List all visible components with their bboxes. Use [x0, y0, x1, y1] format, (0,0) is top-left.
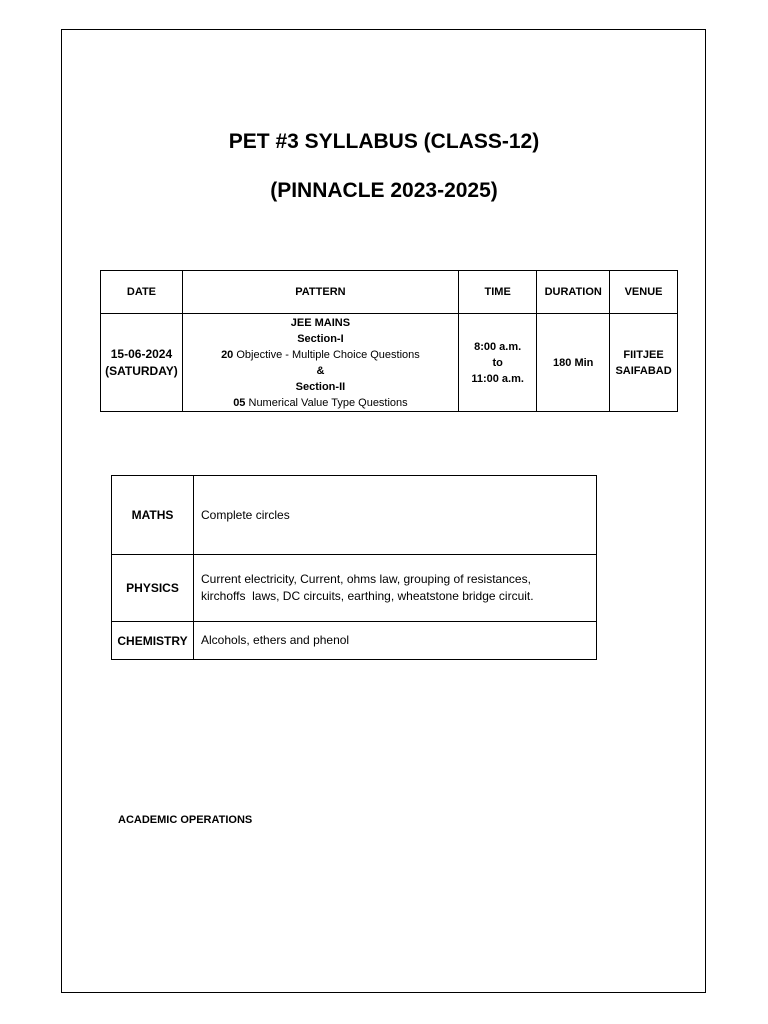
topics-maths: Complete circles [194, 476, 597, 555]
exam-duration: 180 Min [537, 314, 610, 412]
exam-table-row [101, 314, 678, 412]
topics-physics [194, 555, 597, 622]
syllabus-row-chemistry [112, 622, 597, 660]
section-1-label: Section-I [297, 332, 344, 345]
venue-line-2: SAIFABAD [615, 364, 672, 377]
section-2-count: 05 [233, 396, 246, 409]
time-to: to [492, 356, 503, 369]
footer-signature: ACADEMIC OPERATIONS [118, 814, 253, 826]
section-1-desc: Objective - Multiple Choice Questions [233, 348, 420, 361]
venue-line-1: FIITJEE [623, 348, 664, 361]
page-subtitle: (PINNACLE 2023-2025) [270, 179, 498, 202]
page-title: PET #3 SYLLABUS (CLASS-12) [228, 130, 540, 153]
topics-chemistry: Alcohols, ethers and phenol [194, 622, 597, 660]
exam-table-header-row [101, 271, 678, 314]
section-2-desc: Numerical Value Type Questions [245, 396, 408, 409]
header-venue: VENUE [610, 271, 678, 314]
time-end: 11:00 a.m. [471, 372, 524, 385]
section-1-detail [183, 347, 458, 363]
exam-date-cell [101, 314, 183, 412]
subject-physics: PHYSICS [112, 555, 194, 622]
header-pattern: PATTERN [182, 271, 458, 314]
subject-maths: MATHS [112, 476, 194, 555]
header-duration: DURATION [537, 271, 610, 314]
header-date: DATE [101, 271, 183, 314]
topics-physics-line-1: Current electricity, Current, ohms law, grouping of resistances, [201, 572, 531, 586]
exam-venue-cell [610, 314, 678, 412]
exam-time-cell [458, 314, 536, 412]
exam-day: (SATURDAY) [105, 363, 178, 378]
header-time: TIME [458, 271, 536, 314]
exam-schedule-table [100, 270, 678, 412]
syllabus-row-maths [112, 476, 597, 555]
exam-pattern-cell [182, 314, 458, 412]
ampersand: & [316, 364, 325, 377]
time-start: 8:00 a.m. [474, 340, 522, 353]
section-2-detail [183, 395, 458, 411]
subject-chemistry: CHEMISTRY [112, 622, 194, 660]
section-1-count: 20 [221, 348, 234, 361]
syllabus-table [111, 475, 597, 660]
topics-physics-line-2: kirchoffs laws, DC circuits, earthing, wheatstone bridge circuit. [201, 589, 534, 603]
exam-date: 15-06-2024 [110, 346, 173, 361]
section-2-label: Section-II [295, 380, 346, 393]
syllabus-row-physics [112, 555, 597, 622]
exam-name: JEE MAINS [290, 316, 351, 329]
